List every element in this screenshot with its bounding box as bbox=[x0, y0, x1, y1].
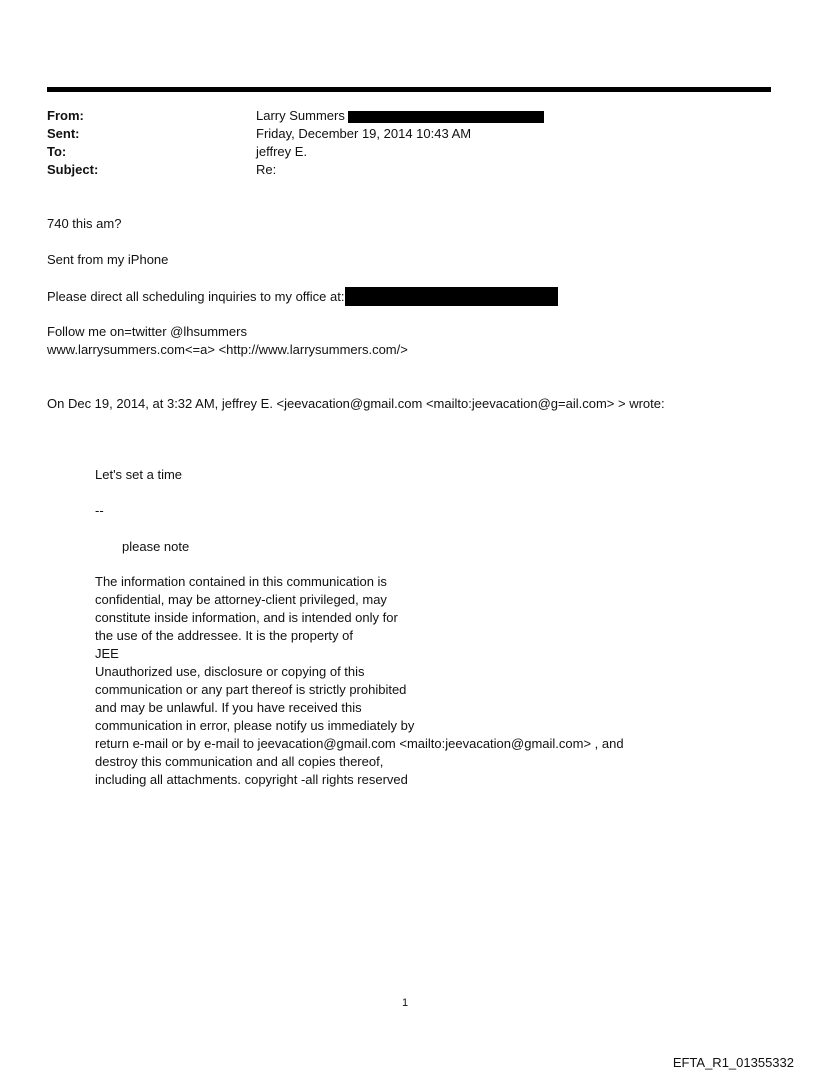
subject-value: Re: bbox=[256, 162, 277, 177]
disclaimer-line: and may be unlawful. If you have received this bbox=[95, 700, 362, 715]
body-line-5: www.larrysummers.com<=a> <http://www.larrysummers.com/> bbox=[47, 342, 408, 357]
page-number: 1 bbox=[402, 997, 409, 1009]
sent-value: Friday, December 19, 2014 10:43 AM bbox=[256, 126, 472, 141]
disclaimer-line: constitute inside information, and is intended only for bbox=[95, 610, 398, 625]
disclaimer bbox=[95, 573, 624, 789]
redaction-bar bbox=[348, 111, 544, 123]
disclaimer-line: return e-mail or by e-mail to jeevacation@gmail.com <mailto:jeevacation@gmail.com> , and bbox=[95, 736, 624, 751]
quote-header: On Dec 19, 2014, at 3:32 AM, jeffrey E. <jeevacation@gmail.com <mailto:jeevacation@g=ail.com> > wrote: bbox=[47, 396, 665, 411]
quoted-line-3: please note bbox=[122, 539, 190, 554]
to-value: jeffrey E. bbox=[256, 144, 308, 159]
subject-label: Subject: bbox=[47, 162, 99, 177]
body-line-3 bbox=[47, 287, 558, 306]
from-label: From: bbox=[47, 108, 84, 123]
disclaimer-line: confidential, may be attorney-client privileged, may bbox=[95, 592, 387, 607]
redaction-bar bbox=[345, 287, 558, 306]
body-line-4: Follow me on=twitter @lhsummers bbox=[47, 324, 247, 339]
quoted-line-1: Let's set a time bbox=[95, 467, 183, 482]
disclaimer-line: destroy this communication and all copies thereof, bbox=[95, 754, 384, 769]
header-rule bbox=[47, 87, 771, 92]
disclaimer-line: communication or any part thereof is strictly prohibited bbox=[95, 682, 407, 697]
disclaimer-line: The information contained in this communication is bbox=[95, 574, 387, 589]
disclaimer-line: Unauthorized use, disclosure or copying of this bbox=[95, 664, 365, 679]
disclaimer-line: JEE bbox=[95, 646, 119, 661]
body-line-2: Sent from my iPhone bbox=[47, 252, 169, 267]
scheduling-text: Please direct all scheduling inquiries to my office at: bbox=[47, 289, 345, 304]
disclaimer-line: communication in error, please notify us immediately by bbox=[95, 718, 415, 733]
disclaimer-line: including all attachments. copyright -all rights reserved bbox=[95, 772, 408, 787]
document-id: EFTA_R1_01355332 bbox=[672, 1055, 794, 1070]
quoted-line-2: -- bbox=[95, 503, 104, 518]
from-value bbox=[256, 107, 544, 125]
to-label: To: bbox=[47, 144, 67, 159]
sent-label: Sent: bbox=[47, 126, 80, 141]
body-line-1: 740 this am? bbox=[47, 216, 122, 231]
from-name: Larry Summers bbox=[256, 108, 345, 123]
disclaimer-line: the use of the addressee. It is the property of bbox=[95, 628, 353, 643]
